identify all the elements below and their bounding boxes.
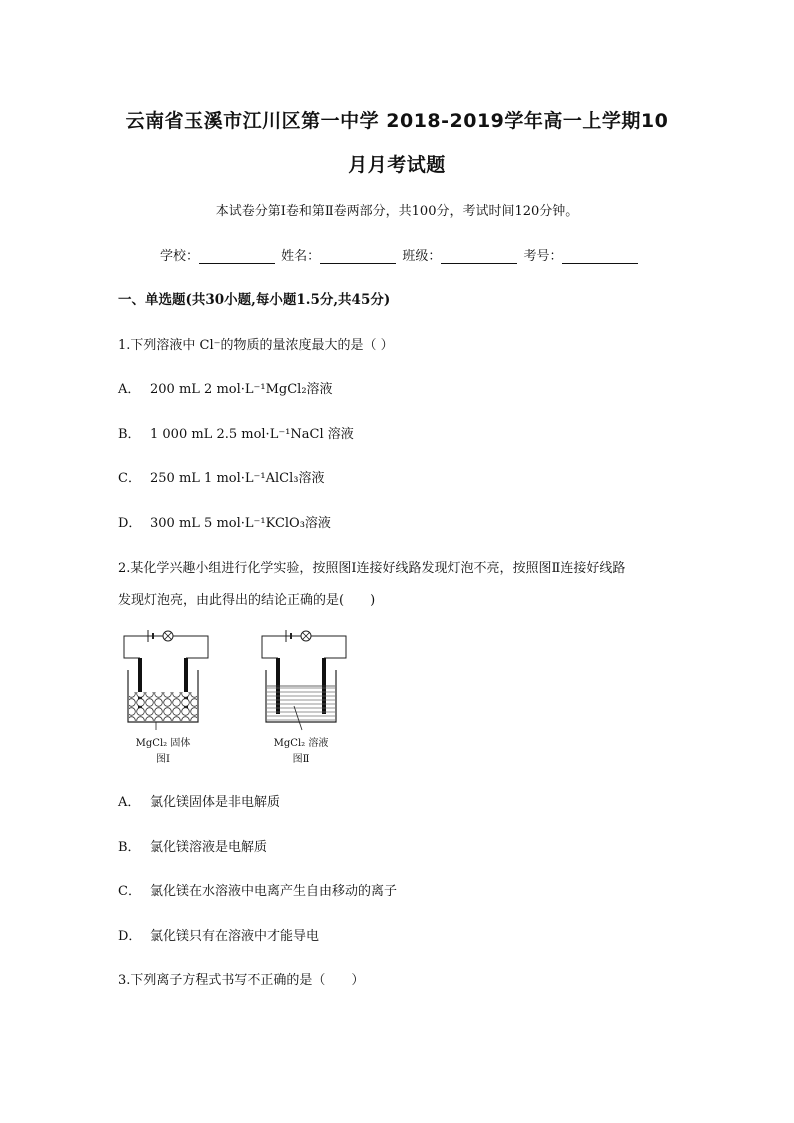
q2-option-b: B． 氯化镁溶液是电解质 bbox=[118, 840, 268, 855]
exam-title-line2: 月月考试题 bbox=[348, 154, 446, 176]
q1-option-d: D． 300 mL 5 mol·L⁻¹KClO₃溶液 bbox=[118, 516, 331, 531]
exam-no-label: 考号： bbox=[523, 249, 563, 264]
figure2-caption: MgCl₂ 溶液 bbox=[273, 738, 329, 749]
q1-option-a: A． 200 mL 2 mol·L⁻¹MgCl₂溶液 bbox=[118, 382, 333, 397]
school-label: 学校： bbox=[160, 249, 200, 264]
circuit-figures bbox=[118, 626, 358, 766]
figure2-apparatus bbox=[262, 630, 346, 730]
q3-stem: 3.下列离子方程式书写不正确的是（ ） bbox=[118, 973, 365, 988]
student-info-fields bbox=[160, 245, 640, 264]
q2-stem-line1: 2.某化学兴趣小组进行化学实验，按照图Ⅰ连接好线路发现灯泡不亮，按照图Ⅱ连接好线路 bbox=[118, 561, 626, 576]
q2-option-a: A． 氯化镁固体是非电解质 bbox=[118, 795, 281, 810]
school-blank bbox=[199, 249, 275, 264]
class-blank bbox=[441, 249, 517, 264]
q2-option-d: D． 氯化镁只有在溶液中才能导电 bbox=[118, 929, 320, 944]
q1-option-b: B． 1 000 mL 2.5 mol·L⁻¹NaCl 溶液 bbox=[118, 427, 354, 442]
q1-option-c: C． 250 mL 1 mol·L⁻¹AlCl₃溶液 bbox=[118, 471, 325, 486]
name-blank bbox=[320, 249, 396, 264]
figure1-label: 图Ⅰ bbox=[156, 754, 170, 765]
exam-no-blank bbox=[562, 249, 638, 264]
q2-option-c: C． 氯化镁在水溶液中电离产生自由移动的离子 bbox=[118, 884, 398, 899]
name-label: 姓名： bbox=[281, 249, 321, 264]
q2-stem-line2: 发现灯泡亮，由此得出的结论正确的是( ) bbox=[118, 593, 376, 608]
figure1-caption: MgCl₂ 固体 bbox=[135, 738, 191, 749]
section-title: 一、单选题(共30小题,每小题1.5分,共45分) bbox=[118, 292, 391, 308]
exam-title-line1: 云南省玉溪市江川区第一中学 2018-2019学年高一上学期10 bbox=[125, 110, 669, 132]
q1-stem: 1.下列溶液中 Cl⁻的物质的量浓度最大的是（ ） bbox=[118, 338, 394, 353]
figure2-label: 图Ⅱ bbox=[292, 754, 310, 765]
circuit-diagram bbox=[118, 626, 358, 736]
class-label: 班级： bbox=[402, 249, 442, 264]
figure1-apparatus bbox=[124, 630, 208, 730]
exam-intro: 本试卷分第Ⅰ卷和第Ⅱ卷两部分，共100分，考试时间120分钟。 bbox=[215, 204, 579, 219]
